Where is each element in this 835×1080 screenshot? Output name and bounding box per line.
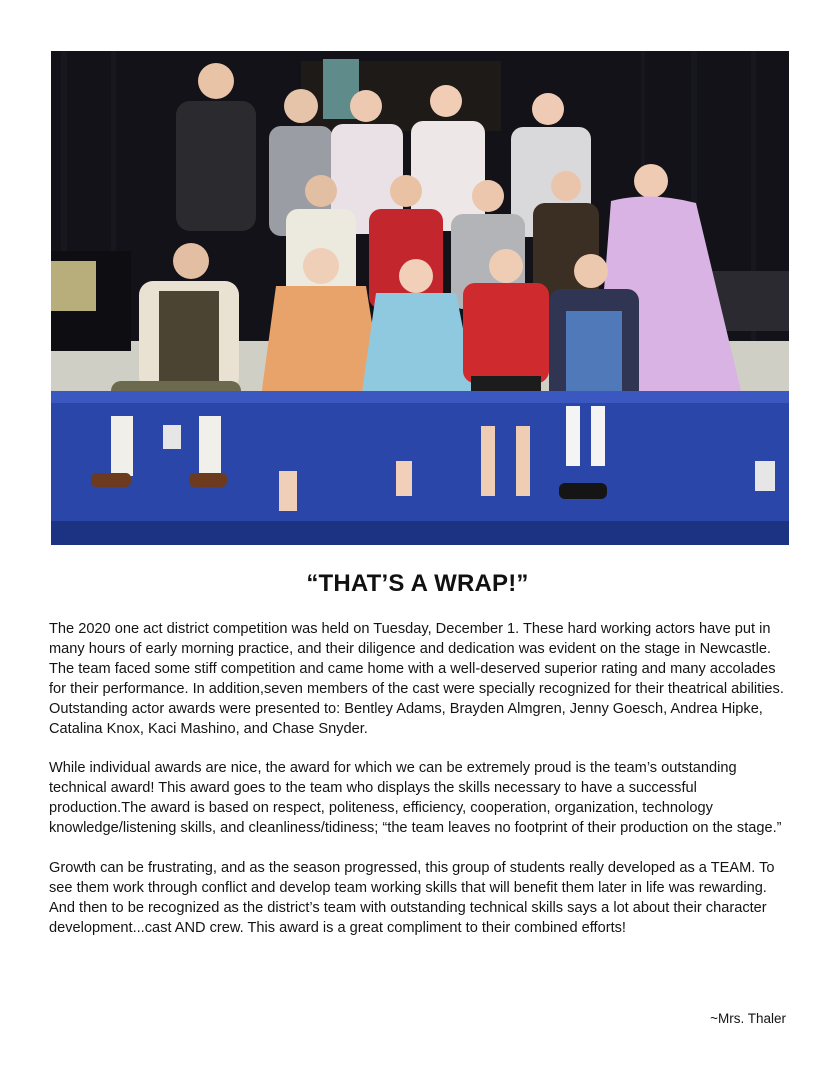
article-paragraph-3: Growth can be frustrating, and as the season progressed, this group of students really developed as a TEAM. To see them work through conflict and develop team working skills that will benefit them later in life was rewarding. And then to be recognized as the district’s team with outstanding technical skills says a lot about their character development...cast AND crew. This award is a great compliment to their combined efforts! xyxy=(49,860,775,936)
article-paragraph-1: The 2020 one act district competition was held on Tuesday, December 1. These hard working actors have put in many hours of early morning practice, and their diligence and dedication was evident on the stage in Newcastle. The team faced some stiff competition and came home with a well-deserved superior rating and many accolades for their performance. In addition,seven members of the cast were specially recognized for their theatrical abilities. Outstanding actor awards were presented to: Bentley Adams, Brayden Almgren, Jenny Goesch, Andrea Hipke, Catalina Knox, Kaci Mashino, and Chase Snyder. xyxy=(49,621,784,737)
author-signature: ~Mrs. Thaler xyxy=(710,1011,786,1026)
mat-tag xyxy=(163,425,181,449)
article-body xyxy=(49,620,789,959)
group-photo-icon xyxy=(51,51,789,545)
article-title: “THAT’S A WRAP!” xyxy=(306,570,529,597)
cast-group-photo xyxy=(51,51,789,545)
blue-mat xyxy=(51,391,789,531)
mat-base xyxy=(51,521,789,545)
article-paragraph-2: While individual awards are nice, the award for which we can be extremely proud is the team’s outstanding technical award! This award goes to the team who displays the skills necessary to have a successful production.The award is based on respect, politeness, efficiency, cooperation, organization, technology knowledge/listening skills, and cleanliness/tidiness; “the team leaves no footprint of their production on the stage.” xyxy=(49,760,782,837)
mat-top-edge xyxy=(51,391,789,403)
mat-tag-right xyxy=(755,461,775,491)
prop-fabric xyxy=(51,261,96,311)
